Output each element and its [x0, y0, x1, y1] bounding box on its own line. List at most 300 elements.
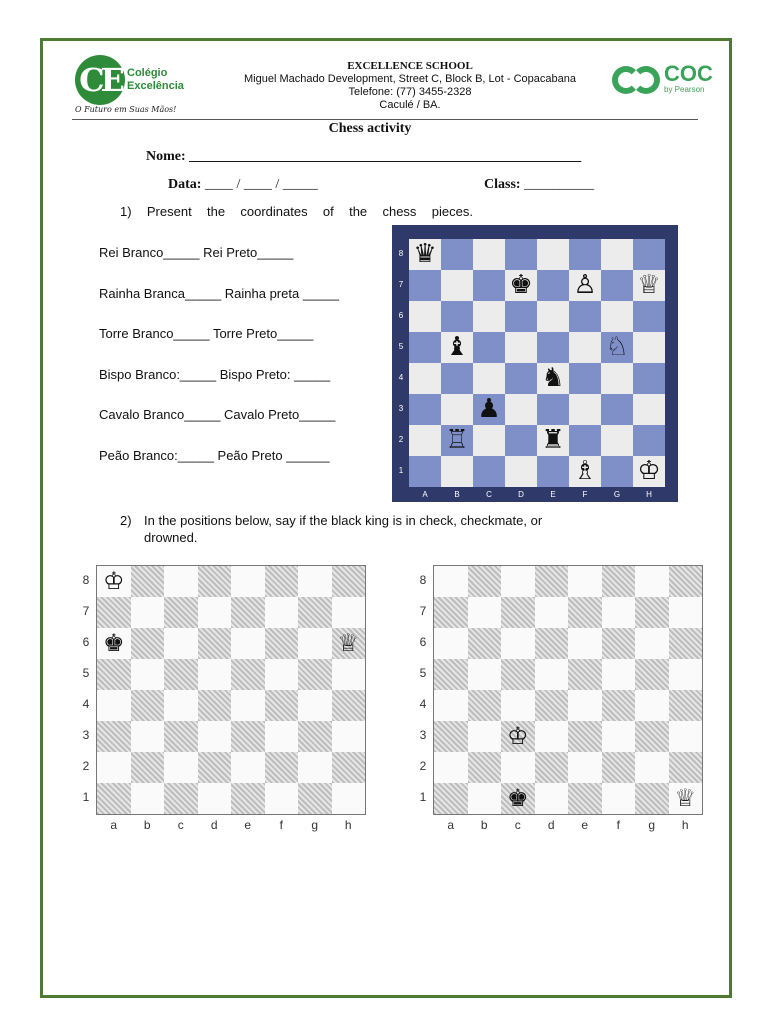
- board-square[interactable]: [332, 659, 366, 690]
- black-king-icon: ♚: [506, 784, 529, 812]
- question-1-word: coordinates: [240, 204, 308, 219]
- question-2: [120, 512, 656, 546]
- file-label: f: [279, 818, 283, 832]
- board-square[interactable]: [602, 628, 636, 659]
- board-square[interactable]: [265, 752, 299, 783]
- answer-line[interactable]: Peão Branco:_____ Peão Preto ______: [99, 447, 330, 463]
- board-square[interactable]: [602, 690, 636, 721]
- board-square[interactable]: [601, 301, 633, 332]
- board-square[interactable]: [501, 690, 535, 721]
- board-square[interactable]: [669, 752, 703, 783]
- board-square[interactable]: [601, 332, 633, 363]
- board-square[interactable]: [409, 301, 441, 332]
- board-square[interactable]: [231, 566, 265, 597]
- rank-label: 3: [82, 728, 90, 742]
- board-square[interactable]: [231, 752, 265, 783]
- board-square[interactable]: [535, 690, 569, 721]
- board-square[interactable]: [669, 628, 703, 659]
- board-square[interactable]: [332, 566, 366, 597]
- question-1-word: the: [349, 204, 368, 219]
- board-square[interactable]: [97, 783, 131, 814]
- board-square[interactable]: [265, 690, 299, 721]
- board-square[interactable]: [635, 690, 669, 721]
- board-square[interactable]: [669, 783, 703, 814]
- board-square[interactable]: [441, 394, 473, 425]
- board-square[interactable]: [633, 270, 665, 301]
- board-square[interactable]: [635, 628, 669, 659]
- board-square[interactable]: [473, 363, 505, 394]
- board-square[interactable]: [602, 721, 636, 752]
- board-square[interactable]: [298, 628, 332, 659]
- board-square[interactable]: [669, 597, 703, 628]
- file-label: e: [581, 818, 589, 832]
- file-label: b: [480, 818, 488, 832]
- rank-label: 6: [398, 311, 404, 320]
- board-square[interactable]: [441, 363, 473, 394]
- board-square[interactable]: [97, 752, 131, 783]
- rank-label: 4: [82, 697, 90, 711]
- board-square[interactable]: [501, 566, 535, 597]
- board-square[interactable]: [131, 566, 165, 597]
- file-label: G: [613, 490, 621, 499]
- file-label: a: [447, 818, 455, 832]
- school-info: [200, 60, 620, 112]
- chess-board-1: [392, 225, 678, 502]
- board-square[interactable]: [131, 752, 165, 783]
- board-square[interactable]: [468, 659, 502, 690]
- file-label: H: [646, 490, 652, 499]
- board-square[interactable]: [473, 332, 505, 363]
- board-square[interactable]: [409, 425, 441, 456]
- board-square[interactable]: [569, 239, 601, 270]
- rank-label: 2: [398, 435, 404, 444]
- logo-name: Colégio Excelência: [127, 67, 184, 92]
- board-square[interactable]: [535, 659, 569, 690]
- board-square[interactable]: [409, 456, 441, 487]
- board-square[interactable]: [473, 394, 505, 425]
- rank-label: 1: [82, 790, 90, 804]
- board-square[interactable]: [441, 270, 473, 301]
- board-square[interactable]: [332, 752, 366, 783]
- board-square[interactable]: [265, 721, 299, 752]
- board-square[interactable]: [568, 752, 602, 783]
- page-title: Chess activity: [328, 121, 412, 136]
- board-2-grid: [96, 565, 366, 815]
- board-square[interactable]: [505, 425, 537, 456]
- question-1-word: of: [322, 204, 334, 219]
- board-square[interactable]: [568, 783, 602, 814]
- board-square[interactable]: [434, 628, 468, 659]
- board-square[interactable]: [537, 456, 569, 487]
- rank-label: 2: [82, 759, 90, 773]
- board-square[interactable]: [97, 628, 131, 659]
- board-square[interactable]: [535, 597, 569, 628]
- black-queen-icon: ♛: [413, 239, 437, 269]
- board-square[interactable]: [473, 301, 505, 332]
- board-square[interactable]: [601, 239, 633, 270]
- board-square[interactable]: [97, 721, 131, 752]
- file-label: C: [486, 490, 492, 499]
- board-square[interactable]: [265, 628, 299, 659]
- board-square[interactable]: [669, 659, 703, 690]
- board-square[interactable]: [473, 456, 505, 487]
- board-square[interactable]: [505, 270, 537, 301]
- board-square[interactable]: [569, 425, 601, 456]
- rank-label: 1: [398, 466, 404, 475]
- rank-label: 8: [419, 573, 427, 587]
- file-label: a: [110, 818, 118, 832]
- board-square[interactable]: [198, 659, 232, 690]
- board-square[interactable]: [131, 783, 165, 814]
- board-square[interactable]: [601, 270, 633, 301]
- rank-label: 4: [398, 373, 404, 382]
- board-3-grid: [433, 565, 703, 815]
- board-square[interactable]: [635, 597, 669, 628]
- board-square[interactable]: [97, 566, 131, 597]
- white-rook-icon: ♖: [445, 425, 469, 455]
- board-square[interactable]: [434, 783, 468, 814]
- board-square[interactable]: [298, 721, 332, 752]
- board-square[interactable]: [131, 690, 165, 721]
- header-divider: [72, 119, 698, 120]
- board-square[interactable]: [131, 628, 165, 659]
- file-label: h: [681, 818, 689, 832]
- board-square[interactable]: [501, 783, 535, 814]
- board-square[interactable]: [535, 628, 569, 659]
- white-king-icon: ♔: [506, 722, 529, 750]
- board-square[interactable]: [635, 752, 669, 783]
- question-1-word: Present: [146, 204, 192, 219]
- board-square[interactable]: [505, 332, 537, 363]
- name-blank[interactable]: ________________________________________________________: [189, 149, 582, 164]
- board-square[interactable]: [501, 721, 535, 752]
- board-square[interactable]: [569, 270, 601, 301]
- board-square[interactable]: [265, 597, 299, 628]
- white-queen-icon: ♕: [637, 270, 661, 300]
- board-square[interactable]: [569, 301, 601, 332]
- coc-logo-text: COC: [664, 61, 713, 86]
- board-square[interactable]: [569, 363, 601, 394]
- board-square[interactable]: [633, 239, 665, 270]
- board-square[interactable]: [568, 566, 602, 597]
- board-square[interactable]: [231, 628, 265, 659]
- board-square[interactable]: [568, 597, 602, 628]
- board-square[interactable]: [633, 425, 665, 456]
- board-square[interactable]: [635, 659, 669, 690]
- school-phone: Telefone: (77) 3455-2328: [348, 86, 472, 98]
- board-square[interactable]: [409, 270, 441, 301]
- board-square[interactable]: [434, 597, 468, 628]
- board-square[interactable]: [409, 332, 441, 363]
- board-square[interactable]: [441, 456, 473, 487]
- board-square[interactable]: [601, 425, 633, 456]
- board-square[interactable]: [164, 752, 198, 783]
- board-square[interactable]: [473, 270, 505, 301]
- question-2-text-cont: drowned.: [144, 530, 198, 545]
- board-square[interactable]: [231, 783, 265, 814]
- board-square[interactable]: [535, 783, 569, 814]
- board-square[interactable]: [231, 659, 265, 690]
- board-square[interactable]: [131, 659, 165, 690]
- board-square[interactable]: [441, 239, 473, 270]
- board-square[interactable]: [441, 301, 473, 332]
- file-label: A: [422, 490, 428, 499]
- board-square[interactable]: [601, 394, 633, 425]
- board-square[interactable]: [535, 752, 569, 783]
- question-1: [120, 204, 473, 219]
- board-square[interactable]: [198, 597, 232, 628]
- board-square[interactable]: [537, 332, 569, 363]
- board-square[interactable]: [198, 721, 232, 752]
- file-label: g: [311, 818, 319, 832]
- board-square[interactable]: [669, 566, 703, 597]
- question-1-word: pieces.: [431, 204, 473, 219]
- board-square[interactable]: [231, 721, 265, 752]
- file-label: D: [518, 490, 524, 499]
- board-square[interactable]: [501, 628, 535, 659]
- name-field[interactable]: [146, 149, 581, 165]
- board-square[interactable]: [198, 566, 232, 597]
- board-square[interactable]: [633, 394, 665, 425]
- answer-line[interactable]: Rainha Branca_____ Rainha preta _____: [99, 285, 339, 301]
- rank-label: 3: [398, 404, 404, 413]
- white-bishop-icon: ♗: [573, 456, 597, 486]
- board-square[interactable]: [131, 597, 165, 628]
- board-square[interactable]: [434, 690, 468, 721]
- rank-label: 8: [398, 249, 404, 258]
- board-square[interactable]: [569, 456, 601, 487]
- board-square[interactable]: [198, 628, 232, 659]
- board-square[interactable]: [409, 394, 441, 425]
- board-square[interactable]: [468, 752, 502, 783]
- board-square[interactable]: [409, 363, 441, 394]
- board-square[interactable]: [332, 721, 366, 752]
- white-queen-icon: ♕: [674, 784, 696, 812]
- answer-line[interactable]: Rei Branco_____ Rei Preto_____: [99, 245, 294, 260]
- board-square[interactable]: [568, 690, 602, 721]
- board-square[interactable]: [568, 659, 602, 690]
- board-square[interactable]: [468, 783, 502, 814]
- white-pawn-icon: ♙: [573, 270, 597, 300]
- board-square[interactable]: [568, 721, 602, 752]
- rank-label: 4: [419, 697, 427, 711]
- board-square[interactable]: [602, 659, 636, 690]
- coc-logo-sub: by Pearson: [664, 85, 705, 94]
- chess-board-2: [82, 565, 366, 832]
- board-square[interactable]: [501, 659, 535, 690]
- board-square[interactable]: [164, 566, 198, 597]
- board-square[interactable]: [434, 566, 468, 597]
- file-label: d: [210, 818, 218, 832]
- board-square[interactable]: [505, 456, 537, 487]
- coc-ring-icon-2: [632, 66, 660, 94]
- class-blank[interactable]: __________: [524, 177, 595, 192]
- question-1-word: chess: [382, 204, 417, 219]
- board-square[interactable]: [265, 783, 299, 814]
- board-square[interactable]: [164, 690, 198, 721]
- board-square[interactable]: [265, 566, 299, 597]
- board-square[interactable]: [298, 690, 332, 721]
- board-square[interactable]: [265, 659, 299, 690]
- board-square[interactable]: [537, 394, 569, 425]
- board-square[interactable]: [602, 783, 636, 814]
- board-square[interactable]: [164, 597, 198, 628]
- black-knight-icon: ♞: [541, 363, 565, 393]
- board-square[interactable]: [569, 332, 601, 363]
- file-label: e: [244, 818, 252, 832]
- board-square[interactable]: [537, 363, 569, 394]
- rank-label: 6: [419, 635, 427, 649]
- white-knight-icon: ♘: [605, 332, 629, 362]
- file-label: h: [344, 818, 352, 832]
- board-1-grid: [409, 239, 665, 487]
- board-square[interactable]: [505, 363, 537, 394]
- date-field[interactable]: [168, 177, 318, 193]
- rank-label: 7: [82, 604, 90, 618]
- board-square[interactable]: [505, 301, 537, 332]
- board-square[interactable]: [198, 690, 232, 721]
- file-label: F: [582, 490, 588, 499]
- board-square[interactable]: [569, 394, 601, 425]
- board-square[interactable]: [505, 239, 537, 270]
- rank-label: 1: [419, 790, 427, 804]
- board-square[interactable]: [164, 783, 198, 814]
- board-square[interactable]: [131, 721, 165, 752]
- board-square[interactable]: [332, 597, 366, 628]
- black-king-icon: ♚: [509, 270, 533, 300]
- school-logo: [75, 55, 185, 117]
- rank-label: 5: [419, 666, 427, 680]
- board-square[interactable]: [298, 659, 332, 690]
- board-square[interactable]: [332, 628, 366, 659]
- file-label: g: [648, 818, 656, 832]
- file-label: d: [547, 818, 555, 832]
- board-square[interactable]: [97, 659, 131, 690]
- file-label: f: [616, 818, 620, 832]
- white-king-icon: ♔: [637, 456, 661, 486]
- board-square[interactable]: [602, 597, 636, 628]
- board-square[interactable]: [635, 566, 669, 597]
- board-square[interactable]: [601, 456, 633, 487]
- board-square[interactable]: [434, 659, 468, 690]
- school-city: Caculé / BA.: [379, 99, 441, 111]
- file-label: c: [514, 818, 521, 832]
- date-blank[interactable]: ____ / ____ / _____: [204, 177, 318, 192]
- question-number: 2): [120, 513, 132, 528]
- board-square[interactable]: [501, 597, 535, 628]
- class-field[interactable]: [484, 177, 594, 193]
- board-square[interactable]: [298, 752, 332, 783]
- rank-label: 5: [82, 666, 90, 680]
- board-square[interactable]: [198, 752, 232, 783]
- board-square[interactable]: [441, 425, 473, 456]
- board-square[interactable]: [537, 270, 569, 301]
- board-square[interactable]: [298, 597, 332, 628]
- file-label: b: [143, 818, 151, 832]
- board-square[interactable]: [441, 332, 473, 363]
- rank-label: 7: [398, 280, 404, 289]
- board-square[interactable]: [97, 597, 131, 628]
- school-name: EXCELLENCE SCHOOL: [347, 60, 473, 72]
- board-square[interactable]: [468, 628, 502, 659]
- answer-line[interactable]: Bispo Branco:_____ Bispo Preto: _____: [99, 366, 331, 382]
- file-label: B: [454, 490, 460, 499]
- board-square[interactable]: [633, 332, 665, 363]
- board-square[interactable]: [298, 783, 332, 814]
- school-address: Miguel Machado Development, Street C, Block B, Lot - Copacabana: [243, 73, 576, 85]
- board-square[interactable]: [473, 425, 505, 456]
- board-square[interactable]: [332, 690, 366, 721]
- board-square[interactable]: [298, 566, 332, 597]
- answer-line[interactable]: Cavalo Branco_____ Cavalo Preto_____: [99, 407, 336, 422]
- board-square[interactable]: [537, 301, 569, 332]
- black-king-icon: ♚: [102, 629, 125, 657]
- question-2-text: In the positions below, say if the black king is in check, checkmate, or: [144, 513, 543, 528]
- board-square[interactable]: [568, 628, 602, 659]
- board-square[interactable]: [164, 721, 198, 752]
- board-square[interactable]: [537, 239, 569, 270]
- rank-label: 6: [82, 635, 90, 649]
- file-label: E: [550, 490, 556, 499]
- rank-label: 5: [398, 342, 404, 351]
- black-rook-icon: ♜: [541, 425, 565, 455]
- rank-label: 3: [419, 728, 427, 742]
- class-label: Class:: [484, 177, 521, 192]
- board-square[interactable]: [505, 394, 537, 425]
- board-square[interactable]: [468, 721, 502, 752]
- board-square[interactable]: [409, 239, 441, 270]
- white-king-icon: ♔: [102, 567, 125, 595]
- board-square[interactable]: [434, 721, 468, 752]
- board-square[interactable]: [231, 690, 265, 721]
- board-square[interactable]: [501, 752, 535, 783]
- black-bishop-icon: ♝: [445, 332, 469, 362]
- board-square[interactable]: [535, 566, 569, 597]
- board-square[interactable]: [633, 456, 665, 487]
- black-pawn-icon: ♟: [477, 394, 501, 424]
- board-square[interactable]: [198, 783, 232, 814]
- board-square[interactable]: [468, 566, 502, 597]
- board-square[interactable]: [601, 363, 633, 394]
- rank-label: 8: [82, 573, 90, 587]
- board-square[interactable]: [635, 783, 669, 814]
- board-square[interactable]: [434, 752, 468, 783]
- answer-line[interactable]: Torre Branco_____ Torre Preto_____: [99, 326, 314, 341]
- board-square[interactable]: [231, 597, 265, 628]
- board-square[interactable]: [669, 721, 703, 752]
- date-label: Data:: [168, 177, 202, 192]
- board-square[interactable]: [537, 425, 569, 456]
- board-square[interactable]: [535, 721, 569, 752]
- board-square[interactable]: [468, 597, 502, 628]
- board-square[interactable]: [164, 659, 198, 690]
- board-square[interactable]: [468, 690, 502, 721]
- board-square[interactable]: [332, 783, 366, 814]
- coc-logo: [612, 62, 722, 102]
- board-square[interactable]: [97, 690, 131, 721]
- board-square[interactable]: [473, 239, 505, 270]
- board-square[interactable]: [669, 690, 703, 721]
- file-label: c: [177, 818, 184, 832]
- board-square[interactable]: [164, 628, 198, 659]
- board-square[interactable]: [602, 566, 636, 597]
- ce-logo-icon: CE: [75, 55, 125, 105]
- board-square[interactable]: [633, 363, 665, 394]
- board-square[interactable]: [633, 301, 665, 332]
- board-square[interactable]: [602, 752, 636, 783]
- board-square[interactable]: [635, 721, 669, 752]
- question-number: 1): [120, 204, 132, 219]
